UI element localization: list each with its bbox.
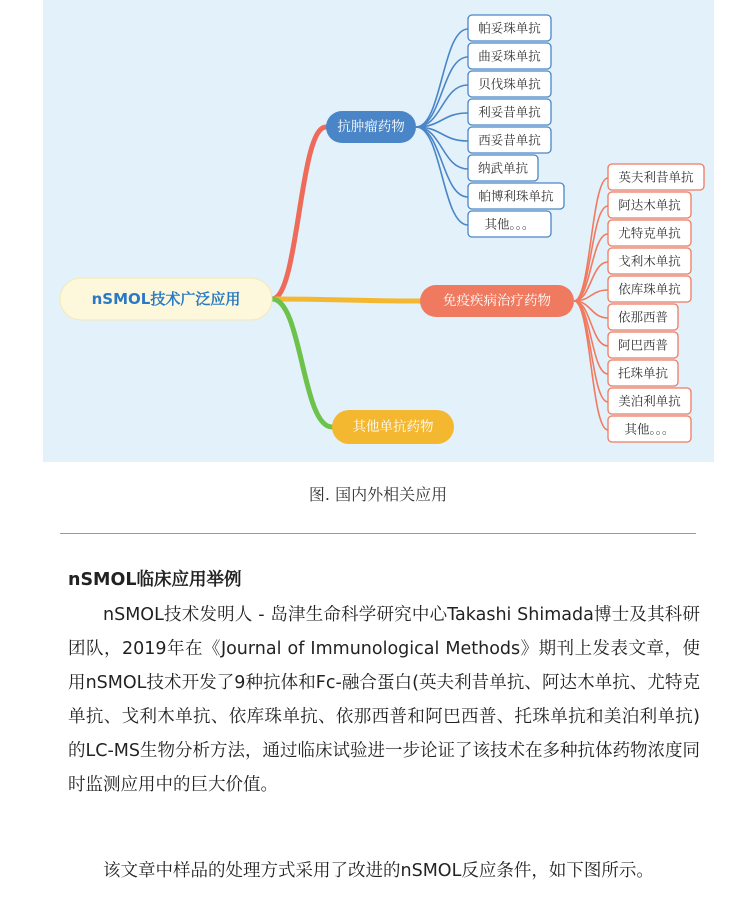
body-paragraph: 该文章中样品的处理方式采用了改进的nSMOL反应条件，如下图所示。 (103, 861, 654, 881)
body-paragraph: nSMOL技术发明人 - 岛津生命科学研究中心Takashi Shimada博士及其科研团队，2019年在《Journal of Immunological Methods》期刊上发表文章，使用nSMOL技术开发了9种抗体和Fc-融合蛋白(英夫利昔单抗、阿达木单抗、尤特克单抗、戈利木单抗、依库珠单抗、依那西普和阿巴西普、托珠单抗和美泊利单抗)的LC-MS生物分析方法，通过临床试验进一步论证了该技术在多种抗体药物浓度同时监测应用中的巨大价值。 (68, 605, 700, 795)
branch-node-label: 抗肿瘤药物 (337, 119, 405, 135)
leaf-connector (416, 29, 468, 127)
leaf-node-label: 英夫利昔单抗 (618, 169, 694, 185)
leaf-node-label: 阿巴西普 (617, 337, 669, 353)
leaf-node-label: 托珠单抗 (617, 365, 669, 381)
mindmap-figure (43, 0, 714, 462)
leaf-node-label: 尤特克单抗 (618, 225, 681, 241)
leaf-node-label: 依那西普 (617, 309, 669, 325)
leaf-connector (574, 301, 608, 430)
figure-caption: 图. 国内外相关应用 (308, 485, 448, 504)
divider (60, 533, 696, 534)
leaf-node-label: 利妥昔单抗 (478, 104, 541, 120)
leaf-node-label: 纳武单抗 (477, 160, 529, 176)
branch-connector (272, 299, 420, 301)
branch-connector (272, 299, 332, 427)
branch-node-label: 免疫疾病治疗药物 (443, 293, 551, 309)
section-heading: nSMOL临床应用举例 (68, 570, 242, 590)
leaf-node-label: 贝伐珠单抗 (478, 76, 541, 92)
leaf-node-label: 西妥昔单抗 (478, 132, 541, 148)
leaf-node-label: 帕博利珠单抗 (478, 188, 554, 204)
leaf-node-label: 曲妥珠单抗 (478, 48, 541, 64)
leaf-connector (416, 127, 468, 197)
leaf-node-label: 其他。。。 (624, 421, 675, 437)
leaf-node-label: 美泊利单抗 (618, 393, 681, 409)
leaf-connector (574, 301, 608, 402)
leaf-connector (416, 57, 468, 127)
branch-connector (272, 127, 326, 299)
leaf-node-label: 阿达木单抗 (618, 197, 681, 213)
leaf-connector (416, 127, 468, 225)
root-node-label: nSMOL技术广泛应用 (91, 290, 241, 308)
leaf-node-label: 依库珠单抗 (618, 281, 681, 297)
leaf-node-label: 戈利木单抗 (618, 253, 681, 269)
leaf-connector (574, 206, 608, 301)
leaf-node-label: 其他。。。 (484, 216, 535, 232)
mindmap-diagram (43, 0, 714, 462)
branch-node-label: 其他单抗药物 (352, 419, 434, 435)
leaf-node-label: 帕妥珠单抗 (478, 20, 541, 36)
